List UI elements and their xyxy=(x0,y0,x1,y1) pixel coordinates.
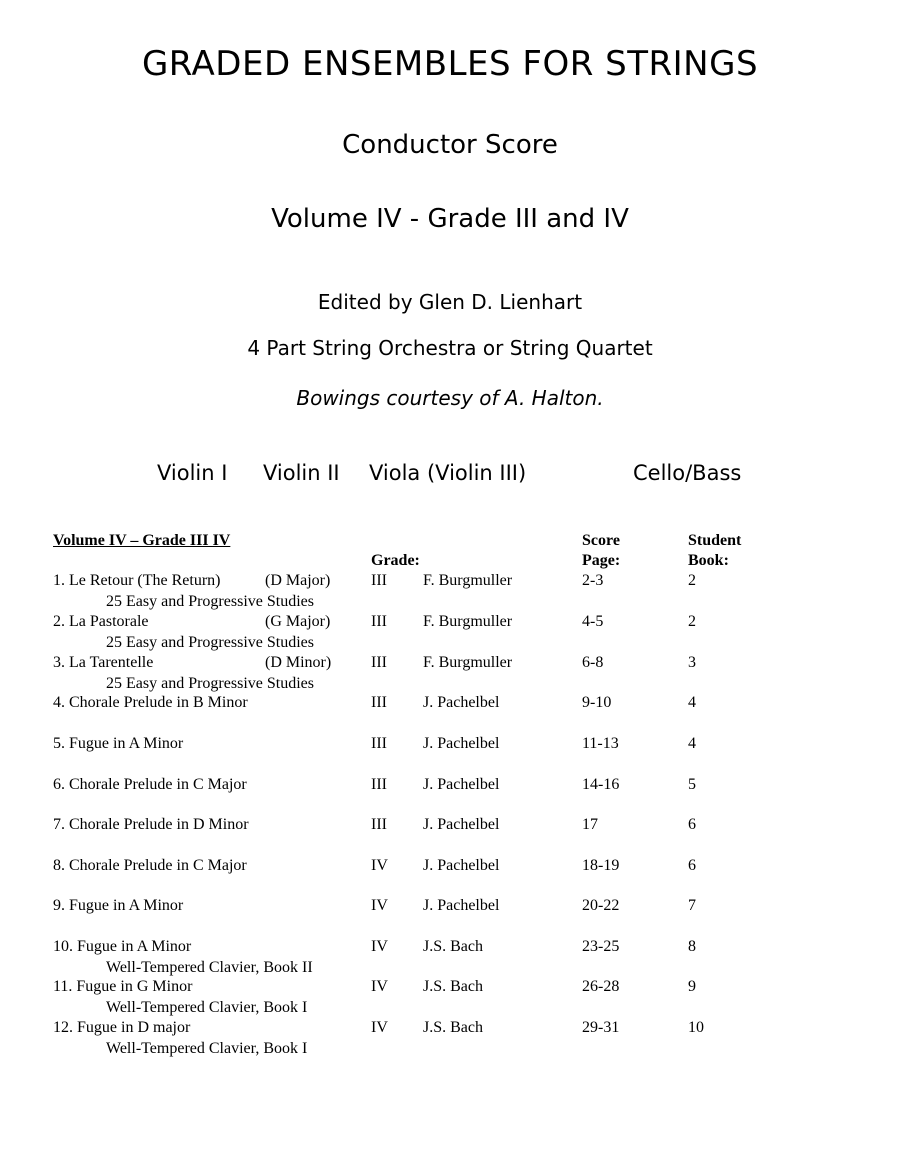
piece-composer: J. Pachelbel xyxy=(423,857,500,874)
piece-composer: J.S. Bach xyxy=(423,1019,483,1036)
table-row xyxy=(0,978,900,1016)
piece-grade: III xyxy=(371,735,387,752)
piece-student-book: 6 xyxy=(688,816,696,833)
piece-composer: J. Pachelbel xyxy=(423,735,500,752)
grade-column-header: Grade: xyxy=(371,552,420,569)
piece-student-book: 10 xyxy=(688,1019,704,1036)
piece-composer: J.S. Bach xyxy=(423,978,483,995)
piece-composer: J. Pachelbel xyxy=(423,776,500,793)
piece-student-book: 3 xyxy=(688,654,696,671)
piece-title: 11. Fugue in G Minor xyxy=(53,978,193,995)
main-title: GRADED ENSEMBLES FOR STRINGS xyxy=(141,44,759,84)
piece-title: 9. Fugue in A Minor xyxy=(53,897,184,914)
piece-composer: F. Burgmuller xyxy=(423,654,513,671)
subtitle: Conductor Score xyxy=(342,130,558,160)
table-row xyxy=(0,938,900,976)
piece-grade: III xyxy=(371,572,387,589)
editor-line: Edited by Glen D. Lienhart xyxy=(317,290,583,314)
piece-student-book: 9 xyxy=(688,978,696,995)
piece-title: 7. Chorale Prelude in D Minor xyxy=(53,816,249,833)
piece-student-book: 2 xyxy=(688,613,696,630)
table-heading: Volume IV – Grade III IV xyxy=(53,532,231,549)
student-column-header-line1: Student xyxy=(688,532,742,549)
piece-score-pages: 26-28 xyxy=(582,978,620,995)
piece-score-pages: 11-13 xyxy=(582,735,619,752)
piece-grade: III xyxy=(371,654,387,671)
piece-composer: J. Pachelbel xyxy=(423,897,500,914)
table-row xyxy=(0,857,900,879)
piece-source: 25 Easy and Progressive Studies xyxy=(106,675,314,692)
piece-student-book: 4 xyxy=(688,735,696,752)
piece-composer: F. Burgmuller xyxy=(423,572,513,589)
piece-key: (D Major) xyxy=(265,572,331,589)
piece-title: 6. Chorale Prelude in C Major xyxy=(53,776,247,793)
piece-composer: J.S. Bach xyxy=(423,938,483,955)
piece-title: 5. Fugue in A Minor xyxy=(53,735,184,752)
piece-key: (G Major) xyxy=(265,613,331,630)
piece-grade: III xyxy=(371,816,387,833)
piece-composer: J. Pachelbel xyxy=(423,816,500,833)
piece-score-pages: 18-19 xyxy=(582,857,620,874)
piece-composer: F. Burgmuller xyxy=(423,613,513,630)
piece-student-book: 2 xyxy=(688,572,696,589)
table-row xyxy=(0,735,900,757)
instrument-viola: Viola (Violin III) xyxy=(369,461,527,485)
piece-score-pages: 23-25 xyxy=(582,938,620,955)
table-row xyxy=(0,613,900,651)
instrument-violin-1: Violin I xyxy=(157,461,228,485)
piece-score-pages: 4-5 xyxy=(582,613,604,630)
instrument-violin-2: Violin II xyxy=(263,461,340,485)
table-row xyxy=(0,572,900,610)
score-column-header-line2: Page: xyxy=(582,552,621,569)
piece-student-book: 5 xyxy=(688,776,696,793)
piece-title: 1. Le Retour (The Return) xyxy=(53,572,221,589)
piece-grade: III xyxy=(371,776,387,793)
piece-grade: III xyxy=(371,613,387,630)
piece-source: 25 Easy and Progressive Studies xyxy=(106,593,314,610)
piece-student-book: 7 xyxy=(688,897,696,914)
piece-score-pages: 14-16 xyxy=(582,776,620,793)
piece-grade: III xyxy=(371,694,387,711)
piece-grade: IV xyxy=(371,857,388,874)
piece-score-pages: 20-22 xyxy=(582,897,620,914)
piece-grade: IV xyxy=(371,938,388,955)
piece-key: (D Minor) xyxy=(265,654,332,671)
piece-grade: IV xyxy=(371,978,388,995)
piece-score-pages: 29-31 xyxy=(582,1019,620,1036)
table-row xyxy=(0,654,900,692)
piece-title: 4. Chorale Prelude in B Minor xyxy=(53,694,248,711)
table-row xyxy=(0,1019,900,1057)
piece-source: 25 Easy and Progressive Studies xyxy=(106,634,314,651)
table-row xyxy=(0,816,900,838)
piece-grade: IV xyxy=(371,897,388,914)
piece-source: Well-Tempered Clavier, Book I xyxy=(106,999,308,1016)
piece-student-book: 8 xyxy=(688,938,696,955)
piece-title: 12. Fugue in D major xyxy=(53,1019,191,1036)
student-column-header-line2: Book: xyxy=(688,552,729,569)
instrument-cello-bass: Cello/Bass xyxy=(633,461,742,485)
table-row xyxy=(0,776,900,798)
piece-composer: J. Pachelbel xyxy=(423,694,500,711)
piece-source: Well-Tempered Clavier, Book I xyxy=(106,1040,308,1057)
piece-score-pages: 2-3 xyxy=(582,572,604,589)
table-row xyxy=(0,897,900,919)
piece-title: 10. Fugue in A Minor xyxy=(53,938,192,955)
piece-title: 3. La Tarentelle xyxy=(53,654,154,671)
score-column-header-line1: Score xyxy=(582,532,620,549)
credits-line: Bowings courtesy of A. Halton. xyxy=(296,386,604,410)
table-row xyxy=(0,694,900,716)
piece-score-pages: 17 xyxy=(582,816,598,833)
volume-title: Volume IV - Grade III and IV xyxy=(271,204,629,234)
piece-student-book: 4 xyxy=(688,694,696,711)
piece-grade: IV xyxy=(371,1019,388,1036)
piece-student-book: 6 xyxy=(688,857,696,874)
instrumentation-line: 4 Part String Orchestra or String Quartet xyxy=(247,336,653,360)
piece-source: Well-Tempered Clavier, Book II xyxy=(106,959,313,976)
piece-score-pages: 6-8 xyxy=(582,654,604,671)
piece-title: 8. Chorale Prelude in C Major xyxy=(53,857,247,874)
piece-score-pages: 9-10 xyxy=(582,694,612,711)
piece-title: 2. La Pastorale xyxy=(53,613,149,630)
